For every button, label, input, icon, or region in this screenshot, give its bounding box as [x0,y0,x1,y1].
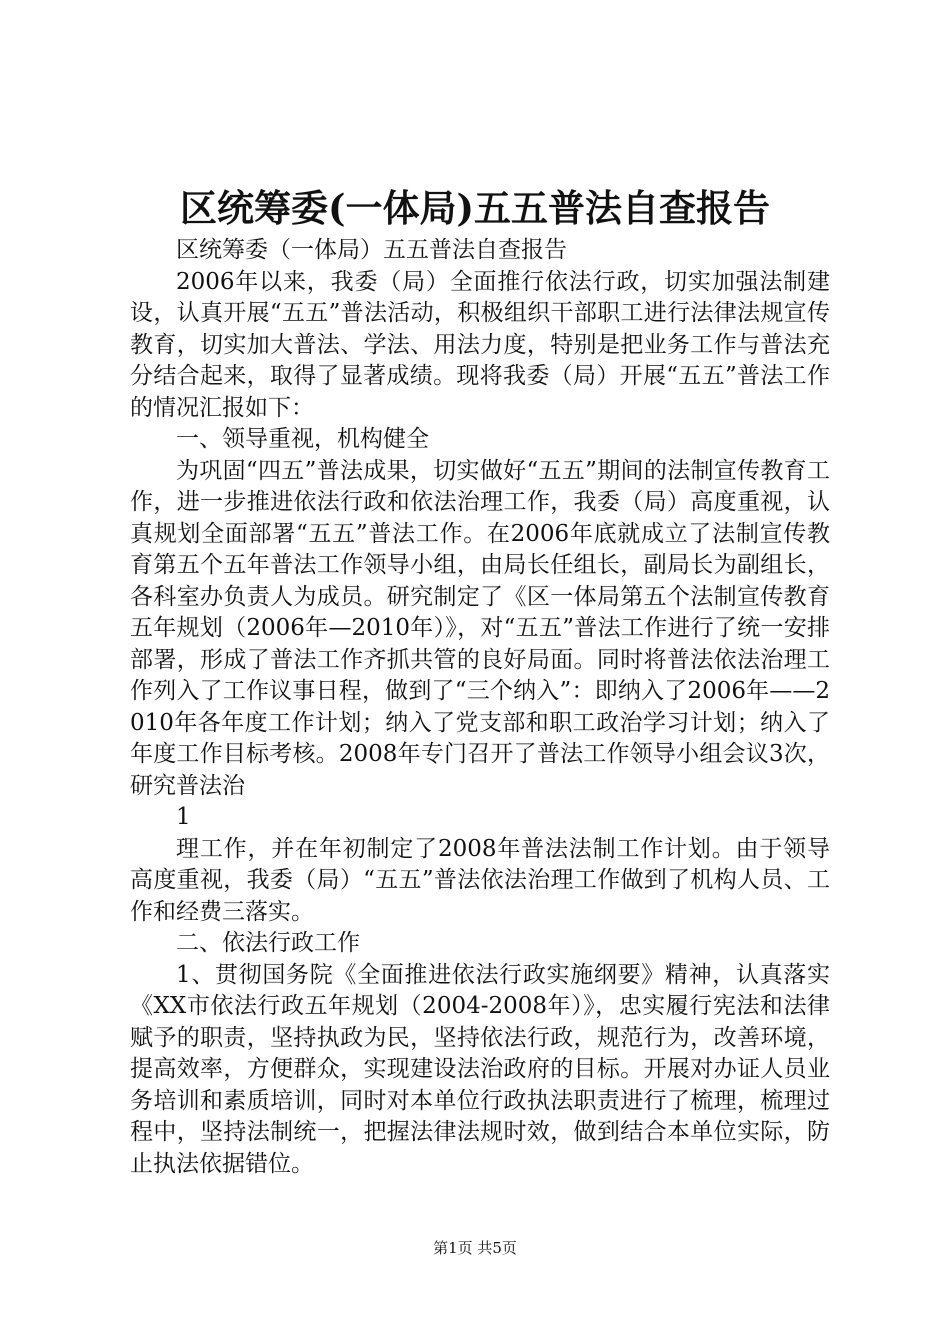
inline-page-marker: 1 [176,804,191,830]
document-body [130,235,830,1180]
section-heading-1: 一、领导重视，机构健全 [176,426,429,452]
page-footer: 第1页 共5页 [433,1239,517,1257]
document-title: 区统筹委(一体局)五五普法自查报告 [179,186,770,230]
intro-paragraph: 2006年以来，我委（局）全面推行依法行政，切实加强法制建设，认真开展“五五”普法活动，积极组织干部职工进行法律法规宣传教育，切实加大普法、学法、用法力度，特别是把业务工作与普法充分结合起来，取得了显著成绩。现将我委（局）开展“五五”普法工作的情况汇报如下： [130,268,830,421]
body-paragraph-3: 1、贯彻国务院《全面推进依法行政实施纲要》精神，认真落实《XX市依法行政五年规划（2004-2008年）》，忠实履行宪法和法律赋予的职责，坚持执政为民，坚持依法行政，规范行为，改善环境，提高效率，方便群众，实现建设法治政府的目标。开展对办证人员业务培训和素质培训，同时对本单位行政执法职责进行了梳理，梳理过程中，坚持法制统一，把握法律法规时效，做到结合本单位实际，防止执法依据错位。 [130,961,830,1177]
subtitle-paragraph: 区统筹委（一体局）五五普法自查报告 [176,237,567,263]
body-paragraph-1: 为巩固“四五”普法成果，切实做好“五五”期间的法制宣传教育工作，进一步推进依法行政和依法治理工作，我委（局）高度重视，认真规划全面部署“五五”普法工作。在2006年底就成立了法制宣传教育第五个五年普法工作领导小组，由局长任组长，副局长为副组长，各科室办负责人为成员。研究制定了《区一体局第五个法制宣传教育五年规划（2006年—2010年）》，对“五五”普法工作进行了统一安排部署，形成了普法工作齐抓共管的良好局面。同时将普法依法治理工作列入了工作议事日程，做到了“三个纳入”：即纳入了2006年——2010年各年度工作计划；纳入了党支部和职工政治学习计划；纳入了年度工作目标考核。2008年专门召开了普法工作领导小组会议3次，研究普法治 [130,457,830,799]
body-paragraph-2: 理工作，并在年初制定了2008年普法法制工作计划。由于领导高度重视，我委（局）“五五”普法依法治理工作做到了机构人员、工作和经费三落实。 [130,835,830,925]
section-heading-2: 二、依法行政工作 [176,930,360,956]
